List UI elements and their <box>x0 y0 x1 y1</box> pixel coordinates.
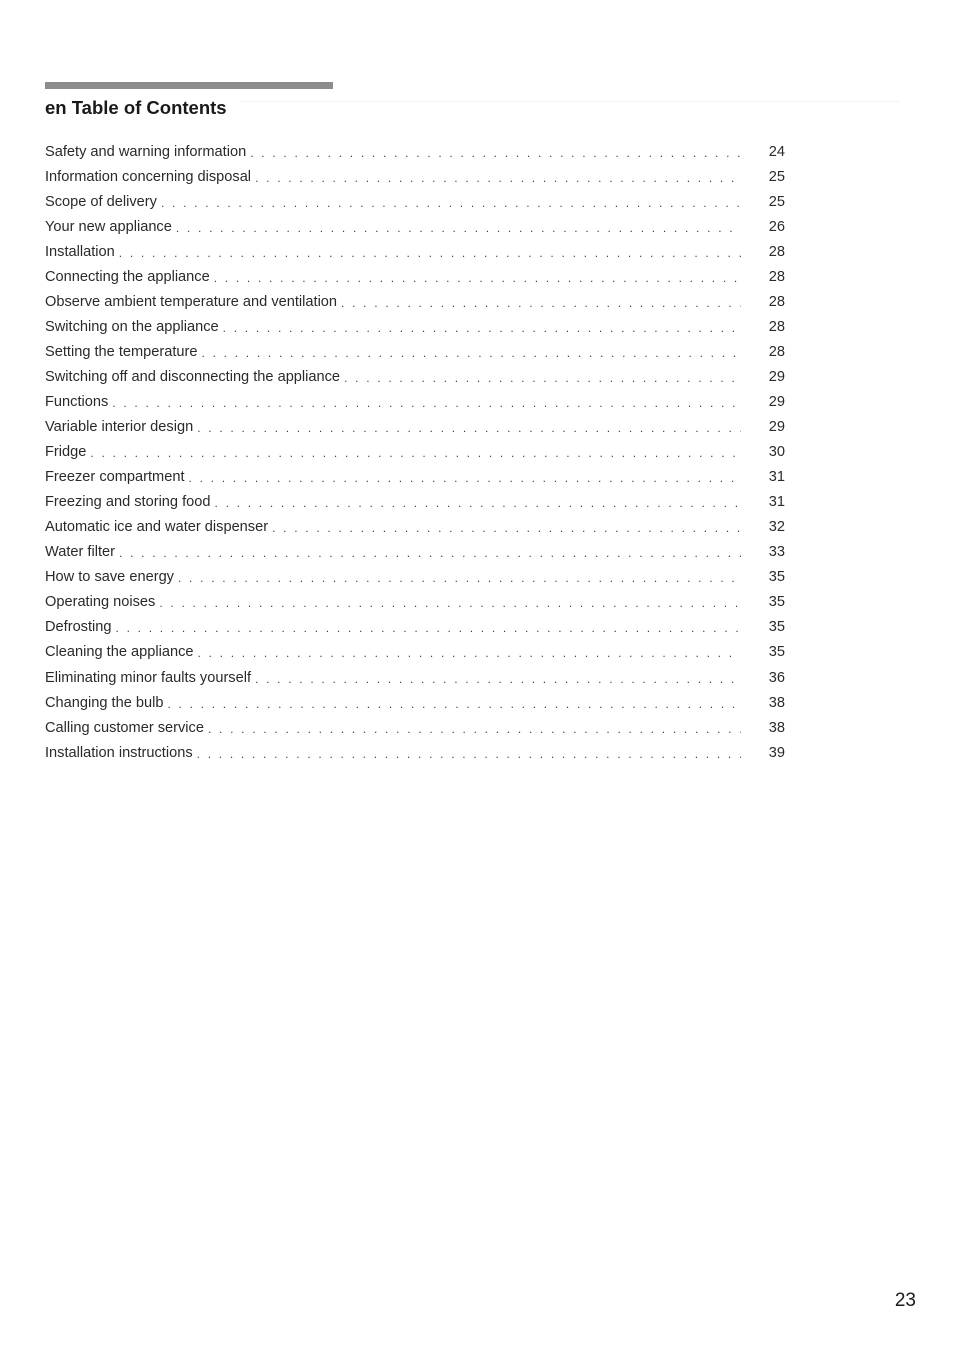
toc-leader-dots <box>197 747 741 761</box>
toc-entry[interactable] <box>45 640 785 665</box>
toc-entry[interactable] <box>45 239 785 264</box>
toc-entry[interactable] <box>45 515 785 540</box>
toc-entry-page: 24 <box>741 144 785 160</box>
toc-entry[interactable] <box>45 289 785 314</box>
toc-entry[interactable] <box>45 214 785 239</box>
toc-leader-dots <box>112 396 741 410</box>
toc-entry[interactable] <box>45 440 785 465</box>
page-title: en Table of Contents <box>45 97 227 118</box>
toc-entry-page: 35 <box>741 644 785 660</box>
toc-entry-page: 33 <box>741 544 785 560</box>
toc-leader-dots <box>159 596 741 610</box>
toc-entry-title: Operating noises <box>45 594 159 610</box>
toc-entry-title: Switching off and disconnecting the appliance <box>45 369 344 385</box>
toc-entry-title: Observe ambient temperature and ventilation <box>45 294 341 310</box>
toc-entry-page: 39 <box>741 745 785 761</box>
toc-leader-dots <box>178 571 741 585</box>
toc-entry-title: Variable interior design <box>45 419 197 435</box>
toc-entry-page: 36 <box>741 670 785 686</box>
toc-entry-page: 25 <box>741 194 785 210</box>
toc-entry-title: Your new appliance <box>45 219 176 235</box>
toc-entry-title: Switching on the appliance <box>45 319 223 335</box>
toc-leader-dots <box>197 646 741 660</box>
toc-entry[interactable] <box>45 540 785 565</box>
toc-entry[interactable] <box>45 565 785 590</box>
toc-entry[interactable] <box>45 339 785 364</box>
toc-leader-dots <box>223 321 741 335</box>
toc-entry[interactable] <box>45 615 785 640</box>
toc-entry-page: 31 <box>741 469 785 485</box>
toc-entry[interactable] <box>45 490 785 515</box>
toc-entry-title: Safety and warning information <box>45 144 250 160</box>
toc-leader-dots <box>341 296 741 310</box>
toc-entry-page: 28 <box>741 244 785 260</box>
toc-entry-title: Automatic ice and water dispenser <box>45 519 272 535</box>
toc-entry-title: Fridge <box>45 444 90 460</box>
toc-entry-page: 26 <box>741 219 785 235</box>
toc-entry-title: Installation instructions <box>45 745 197 761</box>
toc-leader-dots <box>119 246 741 260</box>
toc-entry-page: 28 <box>741 319 785 335</box>
toc-entry-title: Freezer compartment <box>45 469 189 485</box>
toc-leader-dots <box>167 697 741 711</box>
header-faint-rule <box>240 101 900 102</box>
toc-leader-dots <box>161 196 741 210</box>
toc-entry[interactable] <box>45 164 785 189</box>
toc-entry-title: Eliminating minor faults yourself <box>45 670 255 686</box>
toc-leader-dots <box>90 446 741 460</box>
toc-entry-title: Setting the temperature <box>45 344 202 360</box>
toc-leader-dots <box>344 371 741 385</box>
toc-entry-title: Installation <box>45 244 119 260</box>
toc-leader-dots <box>202 346 741 360</box>
toc-entry-title: Freezing and storing food <box>45 494 215 510</box>
header-rule <box>45 82 333 89</box>
toc-entry-page: 29 <box>741 419 785 435</box>
toc-entry[interactable] <box>45 465 785 490</box>
toc-entry[interactable] <box>45 264 785 289</box>
toc-leader-dots <box>215 496 742 510</box>
toc-leader-dots <box>255 672 741 686</box>
toc-leader-dots <box>176 221 741 235</box>
toc-entry-page: 31 <box>741 494 785 510</box>
toc-entry-page: 32 <box>741 519 785 535</box>
page-number: 23 <box>894 1290 916 1311</box>
toc-entry-page: 30 <box>741 444 785 460</box>
toc-entry[interactable] <box>45 690 785 715</box>
toc-entry-page: 29 <box>741 369 785 385</box>
toc-leader-dots <box>250 146 741 160</box>
table-of-contents <box>45 139 785 765</box>
toc-leader-dots <box>208 722 741 736</box>
toc-entry-title: Scope of delivery <box>45 194 161 210</box>
toc-leader-dots <box>197 421 741 435</box>
toc-entry[interactable] <box>45 314 785 339</box>
toc-entry-page: 35 <box>741 594 785 610</box>
toc-entry-page: 38 <box>741 695 785 711</box>
toc-entry[interactable] <box>45 139 785 164</box>
toc-entry-page: 25 <box>741 169 785 185</box>
toc-entry-page: 35 <box>741 619 785 635</box>
toc-entry[interactable] <box>45 715 785 740</box>
toc-leader-dots <box>255 171 741 185</box>
toc-entry[interactable] <box>45 389 785 414</box>
toc-entry[interactable] <box>45 189 785 214</box>
toc-entry-title: Water filter <box>45 544 119 560</box>
toc-entry-page: 38 <box>741 720 785 736</box>
toc-entry-title: Connecting the appliance <box>45 269 214 285</box>
toc-entry-page: 28 <box>741 294 785 310</box>
toc-entry-page: 28 <box>741 269 785 285</box>
toc-entry[interactable] <box>45 590 785 615</box>
toc-leader-dots <box>189 471 742 485</box>
toc-entry-title: Defrosting <box>45 619 116 635</box>
toc-entry-page: 29 <box>741 394 785 410</box>
toc-entry[interactable] <box>45 364 785 389</box>
toc-entry-title: Calling customer service <box>45 720 208 736</box>
toc-entry-title: Cleaning the appliance <box>45 644 197 660</box>
toc-entry[interactable] <box>45 415 785 440</box>
toc-entry-page: 28 <box>741 344 785 360</box>
toc-leader-dots <box>214 271 741 285</box>
toc-entry-title: Information concerning disposal <box>45 169 255 185</box>
toc-entry-page: 35 <box>741 569 785 585</box>
toc-entry[interactable] <box>45 665 785 690</box>
toc-entry[interactable] <box>45 740 785 765</box>
toc-leader-dots <box>116 621 741 635</box>
toc-leader-dots <box>119 546 741 560</box>
toc-entry-title: Changing the bulb <box>45 695 167 711</box>
toc-entry-title: How to save energy <box>45 569 178 585</box>
toc-leader-dots <box>272 521 741 535</box>
toc-entry-title: Functions <box>45 394 112 410</box>
